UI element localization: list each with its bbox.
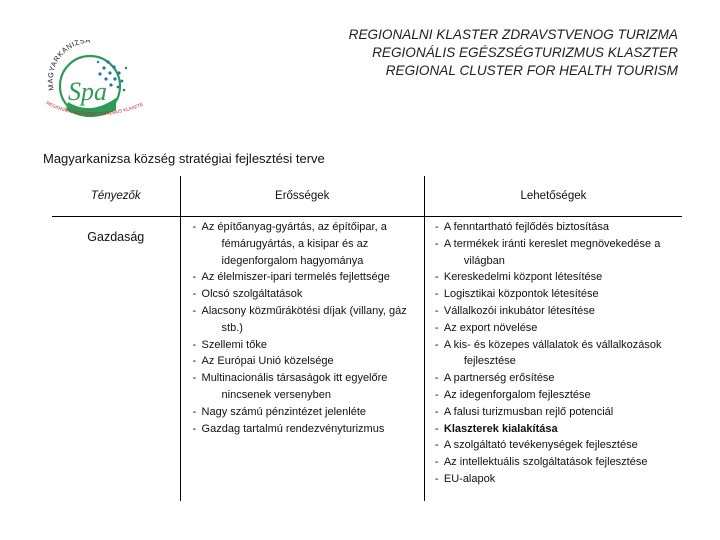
list-item-text: Az export növelése (443, 321, 538, 334)
bullet-dash: - (192, 304, 197, 317)
bullet-dash: - (192, 372, 197, 385)
opportunity-item (435, 236, 678, 270)
bullet-dash: - (434, 405, 439, 418)
list-item-text: Az idegenforgalom fejlesztése (443, 388, 591, 401)
list-item-text: A falusi turizmusban rejlő potenciál (443, 405, 614, 418)
logo-center-text: Spa (68, 77, 107, 106)
bullet-dash: - (192, 338, 197, 351)
table-row (52, 217, 682, 502)
bullet-dash: - (192, 355, 197, 368)
bullet-dash: - (434, 304, 439, 317)
opportunity-item (435, 421, 678, 438)
bullet-dash: - (192, 271, 197, 284)
header-title-serbian: REGIONALNI KLASTER ZDRAVSTVENOG TURIZMA (348, 27, 678, 42)
bullet-dash: - (434, 271, 439, 284)
strength-item (193, 269, 418, 286)
bullet-dash: - (434, 338, 439, 351)
swot-table (52, 176, 682, 501)
header-titles (349, 26, 678, 80)
bullet-dash: - (434, 321, 439, 334)
opportunity-item (435, 404, 678, 421)
strengths-cell (180, 217, 424, 502)
list-item-text: Olcsó szolgáltatások (201, 288, 303, 301)
opportunities-cell (424, 217, 682, 502)
opportunity-item (435, 286, 678, 303)
bullet-dash: - (192, 288, 197, 301)
opportunity-item (435, 387, 678, 404)
opportunity-item (435, 437, 678, 454)
opportunity-item (435, 471, 678, 488)
list-item-text: Szellemi tőke (201, 338, 267, 351)
bullet-dash: - (192, 221, 197, 233)
strength-item (193, 370, 418, 404)
list-item-text: A kis- és közepes vállalatok és vállalkozások fejlesztése (443, 338, 662, 368)
opportunity-item (435, 454, 678, 471)
list-item-text: EU-alapok (443, 472, 496, 485)
list-item-text: Gazdag tartalmú rendezvényturizmus (201, 422, 385, 435)
strength-item (193, 421, 418, 438)
list-item-text: A szolgáltató tevékenységek fejlesztése (443, 439, 638, 452)
list-item-text: Klaszterek kialakítása (443, 422, 558, 435)
list-item-text: Multinacionális társaságok itt egyelőre nincsenek versenyben (201, 372, 388, 401)
bullet-dash: - (434, 456, 439, 469)
list-item-text: A fenntartható fejlődés biztosítása (443, 221, 609, 233)
strength-item (193, 404, 418, 421)
list-item-text: Az intellektuális szolgáltatások fejlesztése (443, 456, 648, 469)
factor-cell: Gazdaság (52, 217, 180, 502)
strengths-list (193, 219, 418, 437)
bullet-dash: - (192, 422, 197, 435)
logo-top-text: MAGYARKANIZSA (45, 40, 92, 92)
opportunity-item (435, 337, 678, 371)
bullet-dash: - (434, 221, 439, 233)
list-item-text: A partnerség erősítése (443, 372, 555, 385)
table-header-row (52, 176, 682, 217)
list-item-text: A termékek iránti kereslet megnövekedése a világban (443, 237, 661, 267)
strength-item (193, 337, 418, 354)
list-item-text: Kereskedelmi központ létesítése (443, 271, 603, 284)
list-item-text: Alacsony közműrákötési díjak (villany, gáz stb.) (201, 304, 407, 334)
list-item-text: Logisztikai központok létesítése (443, 288, 599, 301)
list-item-text: Az élelmiszer-ipari termelés fejlettsége (201, 271, 390, 284)
list-item-text: Az építőanyag-gyártás, az építőipar, a fémárugyártás, a kisipar és az idegenforgalom hagyománya (201, 221, 387, 267)
bullet-dash: - (434, 439, 439, 452)
opportunity-item (435, 269, 678, 286)
strength-item (193, 353, 418, 370)
header-factors: Tényezők (52, 176, 180, 217)
spa-logo (38, 40, 150, 122)
opportunities-list (435, 219, 678, 488)
bullet-dash: - (434, 422, 439, 435)
header-title-english: REGIONAL CLUSTER FOR HEALTH TOURISM (385, 63, 678, 78)
strength-item (193, 303, 418, 337)
bullet-dash: - (434, 388, 439, 401)
list-item-text: Vállalkozói inkubátor létesítése (443, 304, 595, 317)
strength-item (193, 219, 418, 269)
opportunity-item (435, 370, 678, 387)
opportunity-item (435, 303, 678, 320)
list-item-text: Nagy számú pénzintézet jelenléte (201, 405, 367, 418)
bullet-dash: - (192, 405, 197, 418)
strength-item (193, 286, 418, 303)
header-strengths: Erősségek (180, 176, 424, 217)
bullet-dash: - (434, 288, 439, 301)
bullet-dash: - (434, 472, 439, 485)
logo-bottom-text: REGIONÁLIS EGÉSZSÉGTURIZMUS KLASZTE (45, 100, 144, 117)
header-opportunities: Lehetőségek (424, 176, 682, 217)
bullet-dash: - (434, 237, 439, 250)
bullet-dash: - (434, 372, 439, 385)
header-title-hungarian: REGIONÁLIS EGÉSZSÉGTURIZMUS KLASZTER (372, 45, 678, 60)
opportunity-item (435, 320, 678, 337)
opportunity-item (435, 219, 678, 236)
list-item-text: Az Európai Unió közelsége (201, 355, 334, 368)
page-subtitle: Magyarkanizsa község stratégiai fejlesztési terve (43, 151, 325, 166)
